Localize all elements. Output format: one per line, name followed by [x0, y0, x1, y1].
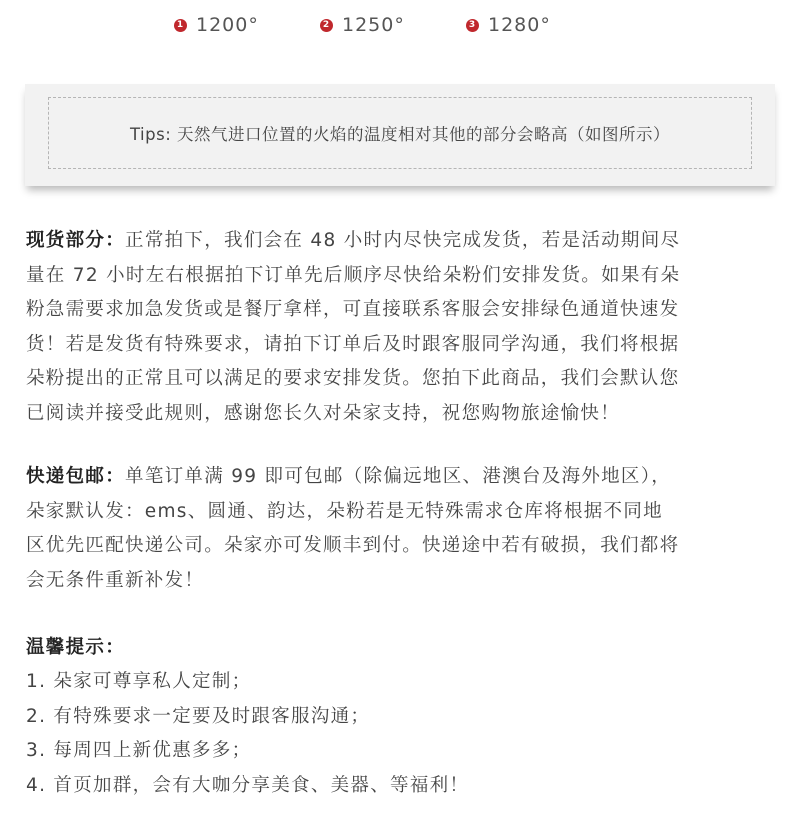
marker-3-icon: 3	[466, 19, 479, 32]
stock-line	[26, 224, 776, 259]
temperature-item-3	[466, 14, 551, 36]
shipping-line: 朵家默认发：ems、圆通、韵达，朵粉若是无特殊需求仓库将根据不同地	[26, 500, 663, 522]
stock-line: 粉急需要求加急发货或是餐厅拿样，可直接联系客服会安排绿色通道快速发	[26, 299, 680, 320]
stock-text: 正常拍下，我们会在 48 小时内尽快完成发货，若是活动期间尽	[125, 230, 681, 251]
list-item: 4. 首页加群，会有大咖分享美食、美器、等福利！	[26, 774, 470, 796]
marker-2-icon: 2	[320, 19, 333, 32]
temperature-item-1	[174, 14, 259, 36]
temperature-value: 1250°	[342, 14, 405, 36]
warm-tips-title: 温馨提示：	[26, 637, 126, 658]
shipping-label: 快递包邮：	[26, 466, 126, 487]
temperature-value: 1280°	[488, 14, 551, 36]
shipping-line: 区优先匹配快递公司。朵家亦可发顺丰到付。快递途中若有破损，我们都将	[26, 535, 680, 556]
stock-line: 量在 72 小时左右根据拍下订单先后顺序尽快给朵粉们安排发货。如果有朵	[26, 264, 681, 286]
stock-section	[26, 224, 776, 431]
shipping-line	[26, 460, 776, 495]
list-item: 3. 每周四上新优惠多多；	[26, 740, 252, 761]
temperature-value: 1200°	[196, 14, 259, 36]
stock-label: 现货部分：	[26, 230, 126, 251]
temperature-item-2	[320, 14, 405, 36]
stock-line: 已阅读并接受此规则，感谢您长久对朵家支持，祝您购物旅途愉快！	[26, 402, 621, 424]
warm-tips-list	[26, 665, 469, 803]
shipping-section	[26, 460, 776, 598]
list-item: 2. 有特殊要求一定要及时跟客服沟通；	[26, 705, 371, 727]
tips-border	[48, 97, 752, 169]
stock-line: 朵粉提出的正常且可以满足的要求安排发货。您拍下此商品，我们会默认您	[26, 368, 680, 389]
stock-line: 货！若是发货有特殊要求，请拍下订单后及时跟客服同学沟通，我们将根据	[26, 333, 680, 355]
shipping-text: 单笔订单满 99 即可包邮（除偏远地区、港澳台及海外地区），	[125, 466, 672, 487]
tips-text: Tips: 天然气进口位置的火焰的温度相对其他的部分会略高（如图所示）	[129, 125, 671, 144]
list-item: 1. 朵家可尊享私人定制；	[26, 671, 252, 692]
marker-1-icon: 1	[174, 19, 187, 32]
shipping-line: 会无条件重新补发！	[26, 569, 205, 591]
temperature-legend	[0, 14, 790, 44]
tips-box	[25, 84, 775, 186]
